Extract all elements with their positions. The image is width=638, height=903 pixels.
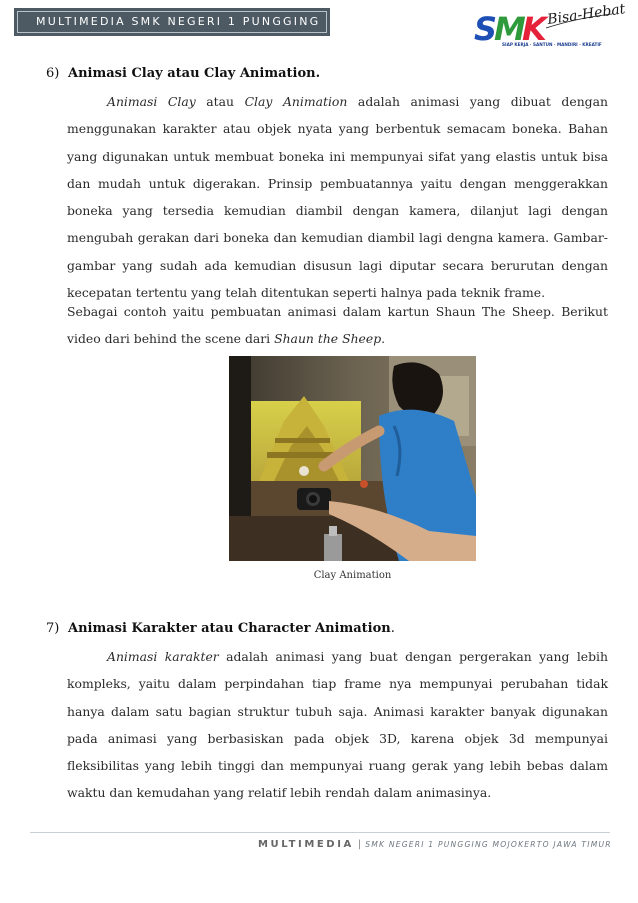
clay-animation-photo	[229, 356, 476, 561]
section-6-paragraph-1: Animasi Clay atau Clay Animation adalah animasi yang dibuat dengan menggunakan karakter atau objek nyata yang berbentuk semacam boneka. Bahan yang digunakan untuk membuat boneka ini mempunyai sifat yang elastis untuk bisa dan mudah untuk digerakan. Prinsip pembuatannya yaitu dengan menggerakkan boneka yang tersedia kemudian diambil dengan kamera, dilanjut lagi dengan mengubah gerakan dari boneka dan kemudian diambil lagi dengna kamera. Gambar-gambar yang sudah ada kemudian disusun lagi diputar secara berurutan dengan kecepatan tertentu yang telah ditentukan seperti halnya pada teknik frame.	[67, 94, 608, 301]
section-7-paragraph-1: Animasi karakter adalah animasi yang buat dengan pergerakan yang lebih kompleks, yaitu dalam perpindahan tiap frame nya mempunyai perubahan tidak hanya dalam satu bagian struktur tubuh saja. Animasi karakter banyak digunakan pada animasi yang berbasiskan pada objek 3D, karena objek 3d mempunyai fleksibilitas yang lebih tinggi dan mempunyai ruang gerak yang lebih bebas dalam waktu dan kemudahan yang relatif lebih rendah dalam animasinya.	[67, 649, 608, 801]
logo-script: Bisa-Hebat	[546, 1, 627, 28]
term-shaun-the-sheep: Shaun the Sheep	[274, 331, 382, 347]
section-6-number: 6)	[46, 66, 60, 81]
section-6-paragraph-2: Sebagai contoh yaitu pembuatan animasi dalam kartun Shaun The Sheep. Berikut video dari behind the scene dari Shaun the Sheep.	[67, 304, 608, 347]
term-clay-animation: Clay Animation	[244, 94, 348, 109]
footer-separator: |	[357, 839, 362, 850]
term-animasi-karakter: Animasi karakter	[107, 649, 219, 664]
section-7-title: 7) Animasi Karakter atau Character Animation.	[46, 621, 395, 636]
header-band	[14, 8, 330, 36]
logo-letter-s: S	[474, 10, 496, 48]
logo-letter-m: M	[494, 10, 524, 48]
header-title: MULTIMEDIA SMK NEGERI 1 PUNGGING	[17, 11, 327, 33]
footer-divider	[30, 832, 610, 833]
term-animasi-clay: Animasi Clay	[107, 94, 196, 109]
section-7-number: 7)	[46, 621, 60, 636]
logo-letter-k: K	[522, 10, 545, 48]
photo-caption: Clay Animation	[313, 570, 392, 581]
footer-brand: MULTIMEDIA	[258, 839, 354, 850]
section-6-title-text: Animasi Clay atau Clay Animation.	[68, 66, 321, 81]
page-footer	[258, 839, 612, 850]
smk-logo	[472, 1, 627, 48]
photo-illustration	[229, 356, 476, 561]
section-7-title-text: Animasi Karakter atau Character Animation	[68, 621, 391, 636]
section-6-title	[46, 66, 320, 81]
footer-school: SMK NEGERI 1 PUNGGING MOJOKERTO JAWA TIMUR	[365, 840, 612, 849]
logo-tagline: SIAP KERJA · SANTUN · MANDIRI · KREATIF	[502, 42, 602, 47]
